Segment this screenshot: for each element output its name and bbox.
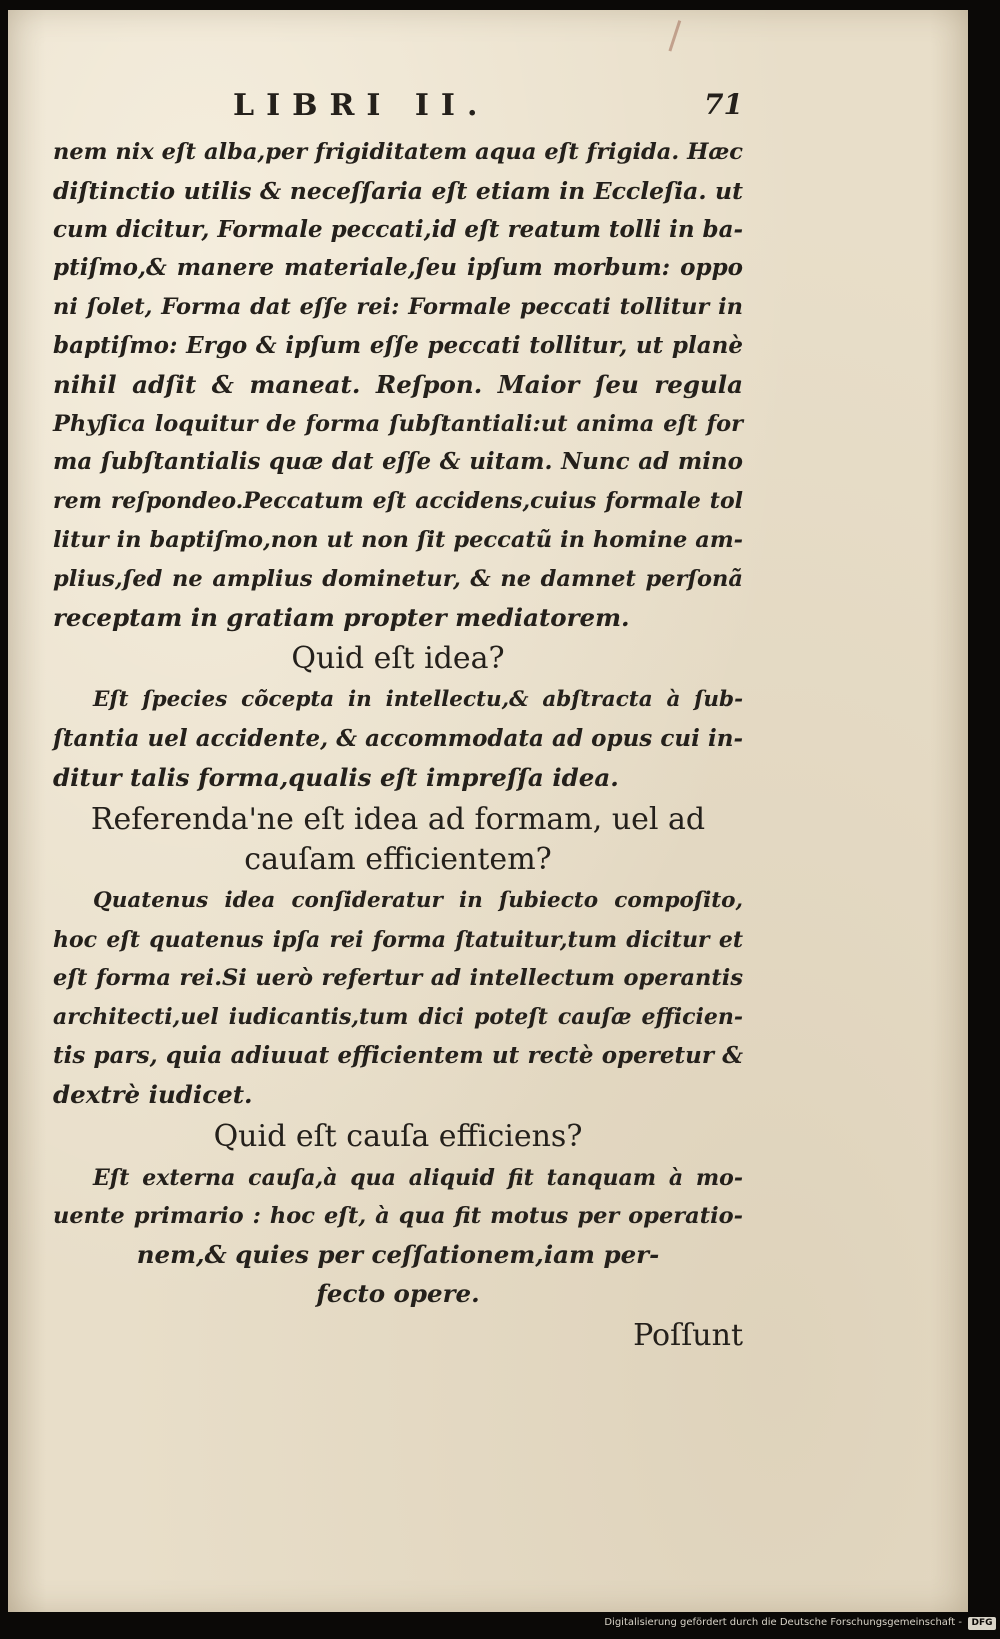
text-line: dextrè iudicet. xyxy=(53,1079,253,1109)
text-line: architecti,uel iudicantis,tum dici poteſt cauſæ efficien- xyxy=(53,1004,743,1031)
ink-mark xyxy=(668,20,694,56)
text-line: Eſt ſpecies cõcepta in intellectu,& abſtracta à ſub- xyxy=(93,687,743,713)
text-line: ma ſubſtantialis quæ dat eſſe & uitam. Nunc ad mino xyxy=(53,448,743,476)
text-line: ſtantia uel accidente, & accommodata ad opus cui in- xyxy=(53,725,743,753)
text-line: tis pars, quia adiuuat efficientem ut rectè operetur & xyxy=(53,1041,743,1069)
catchword: Poſſunt xyxy=(633,1317,743,1353)
section-heading xyxy=(53,1117,743,1157)
text-line: hoc eſt quatenus ipſa rei forma ſtatuitur,tum dicitur et xyxy=(53,926,743,953)
text-block xyxy=(53,133,743,1353)
text-line: eſt forma rei.Si uerò refertur ad intellectum operantis xyxy=(53,965,743,992)
text-line: diſtinctio utilis & neceſſaria eſt etiam in Eccleſia. ut xyxy=(53,176,743,205)
heading-line: Quid eſt cauſa efficiens? xyxy=(213,1118,583,1154)
running-title: LIBRI II. xyxy=(233,88,490,123)
footer-credit: Digitalisierung gefördert durch die Deutsche Forschungsgemeinschaft - xyxy=(604,1617,962,1628)
text-line: ptiſmo,& manere materiale,ſeu ipſum morbum: oppo xyxy=(53,254,743,282)
folio-number: 71 xyxy=(704,88,743,121)
text-line: Phyſica loquitur de forma ſubſtantiali:ut anima eſt for xyxy=(53,410,743,437)
footer-bar xyxy=(0,1612,1000,1639)
text-line: Eſt externa cauſa,à qua aliquid fit tanquam à mo- xyxy=(93,1164,743,1191)
paragraph-3 xyxy=(53,882,743,1115)
heading-line: cauſam efficientem? xyxy=(244,841,552,877)
text-line: nihil adſit & maneat. Reſpon. Maior ſeu regula xyxy=(53,369,743,399)
paragraph-1 xyxy=(53,133,743,637)
text-line: ni ſolet, Forma dat eſſe rei: Formale peccati tollitur in xyxy=(53,294,743,321)
text-line: rem reſpondeo.Peccatum eſt accidens,cuius formale tol xyxy=(53,488,743,515)
text-line: baptiſmo: Ergo & ipſum eſſe peccati tollitur, ut planè xyxy=(53,331,743,359)
paragraph-4-tail xyxy=(53,1236,743,1314)
paragraph-4 xyxy=(53,1159,743,1237)
section-heading xyxy=(53,639,743,679)
text-line: nem,& quies per ceſſationem,iam per- xyxy=(136,1240,660,1270)
text-line: litur in baptiſmo,non ut non ſit peccatũ in homine am- xyxy=(53,526,743,553)
text-line: plius,ſed ne amplius dominetur, & ne damnet perſonã xyxy=(53,565,743,592)
text-line: receptam in gratiam propter mediatorem. xyxy=(53,602,630,632)
section-heading xyxy=(53,800,743,880)
dfg-logo: DFG xyxy=(968,1617,996,1630)
text-line: Quatenus idea conſideratur in ſubiecto compoſito, xyxy=(93,887,743,913)
text-line: ditur talis forma,qualis eſt impreſſa idea. xyxy=(53,762,619,792)
heading-line: Quid eſt idea? xyxy=(291,641,505,677)
running-head xyxy=(53,88,743,128)
heading-line: Referenda'ne eſt idea ad formam, uel ad xyxy=(90,801,706,837)
text-line: fecto opere. xyxy=(316,1278,480,1308)
text-line: nem nix eſt alba,per frigiditatem aqua eſt frigida. Hæc xyxy=(53,139,743,165)
text-line: uente primario : hoc eſt, à qua fit motus per operatio- xyxy=(53,1203,743,1230)
book-page xyxy=(8,10,968,1612)
text-line: cum dicitur, Formale peccati,id eſt reatum tolli in ba- xyxy=(53,215,744,243)
paragraph-2 xyxy=(53,681,743,797)
